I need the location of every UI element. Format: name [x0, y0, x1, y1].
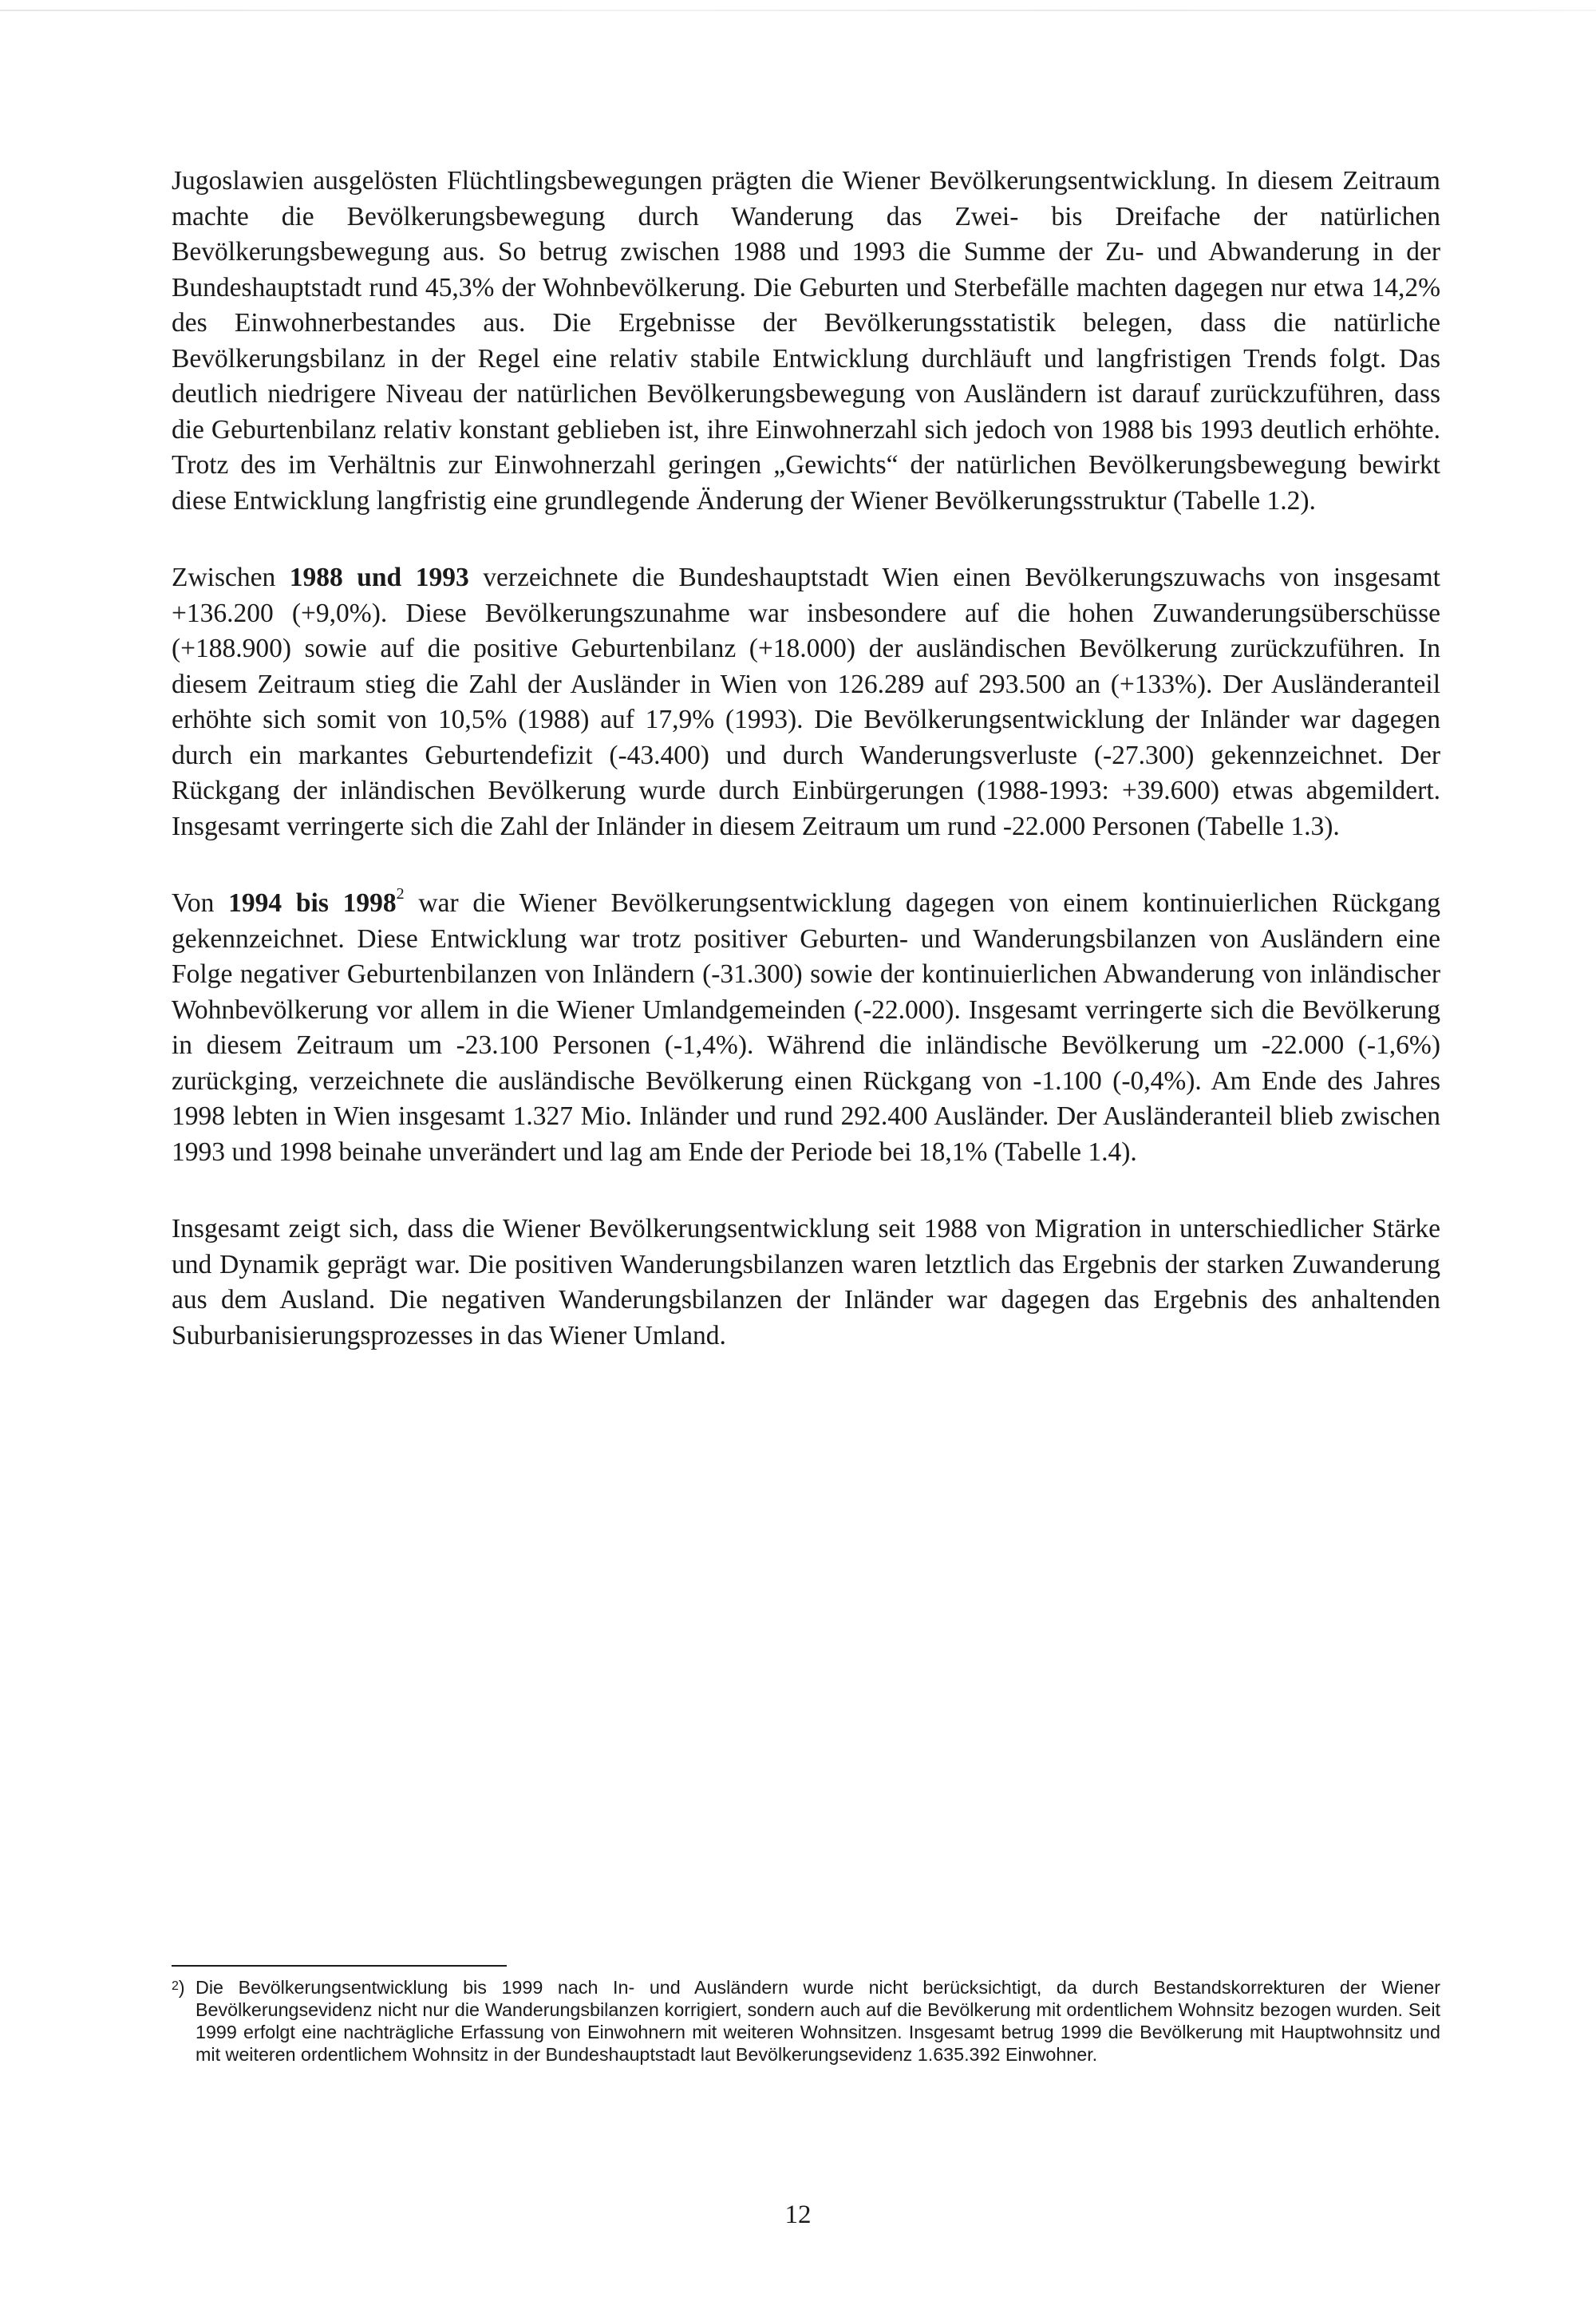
- paragraph-1994-1998: [172, 886, 1440, 1170]
- footnote-marker: [172, 1972, 185, 1998]
- footnote-separator: [172, 1965, 507, 1967]
- footnote-text: Die Bevölkerungsentwicklung bis 1999 nach In- und Ausländern wurde nicht berücksichtigt, da durch Bestandskorrekturen der Wiener Bevölkerungsevidenz nicht nur die Wanderungsbilanzen korrigiert, sondern auch auf die Bevölkerung mit ordentlichem Wohnsitz bezogen wurden. Seit 1999 erfolgt eine nachträgliche Erfassung von Einwohnern mit weiteren Wohnsitzen. Insgesamt betrug 1999 die Bevölkerung mit Hauptwohnsitz und mit weiteren ordentlichem Wohnsitz in der Bundeshauptstadt laut Bevölkerungsevidenz 1.635.392 Einwohner.: [196, 1977, 1440, 2065]
- paragraph-1988-1993: [172, 560, 1440, 844]
- paragraph-text: verzeichnete die Bundeshauptstadt Wien einen Bevölkerungszuwachs von insgesamt +136.200 (+9,0%). Diese Bevölkerungszunahme war insbesondere auf die hohen Zuwanderungsüberschüsse (+188.900) sowie auf die positive Geburtenbilanz (+18.000) der ausländischen Bevölkerung zurückzuführen. In diesem Zeitraum stieg die Zahl der Ausländer in Wien von 126.289 auf 293.500 an (+133%). Der Ausländeranteil erhöhte sich somit von 10,5% (1988) auf 17,9% (1993). Die Bevölkerungsentwicklung der Inländer war dagegen durch ein markantes Geburtendefizit (-43.400) und durch Wanderungsverluste (-27.300) gekennzeichnet. Der Rückgang der inländischen Bevölkerung wurde durch Einbürgerungen (1988-1993: +39.600) etwas abgemildert. Insgesamt verringerte sich die Zahl der Inländer in diesem Zeitraum um rund -22.000 Personen (Tabelle 1.3).: [172, 563, 1440, 841]
- paragraph-flight-migration: [172, 164, 1440, 519]
- period-emphasis: 1994 bis 1998: [228, 888, 397, 918]
- document-body: [172, 164, 1440, 1354]
- paragraph-text: war die Wiener Bevölkerungsentwicklung dagegen von einem kontinuierlichen Rückgang gekennzeichnet. Diese Entwicklung war trotz positiver Geburten- und Wanderungsbilanzen von Ausländern eine Folge negativer Geburtenbilanzen von Inländern (-31.300) sowie der kontinuierlichen Abwanderung von inländischer Wohnbevölkerung vor allem in die Wiener Umlandgemeinden (-22.000). Insgesamt verringerte sich die Bevölkerung in diesem Zeitraum um -23.100 Personen (-1,4%). Während die inländische Bevölkerung um -22.000 (-1,6%) zurückging, verzeichnete die ausländische Bevölkerung einen Rückgang von -1.100 (-0,4%). Am Ende des Jahres 1998 lebten in Wien insgesamt 1.327 Mio. Inländer und rund 292.400 Ausländer. Der Ausländeranteil blieb zwischen 1993 und 1998 beinahe unverändert und lag am Ende der Periode bei 18,1% (Tabelle 1.4).: [172, 888, 1441, 1167]
- footnote: [172, 1976, 1440, 2066]
- paragraph-text: Jugoslawien ausgelösten Flüchtlingsbewegungen prägten die Wiener Bevölkerungsentwicklung. In diesem Zeitraum machte die Bevölkerungsbewegung durch Wanderung das Zwei- bis Dreifache der natürlichen Bevölkerungsbewegung aus. So betrug zwischen 1988 und 1993 die Summe der Zu- und Abwanderung in der Bundeshauptstadt rund 45,3% der Wohnbevölkerung. Die Geburten und Sterbefälle machten dagegen nur etwa 14,2% des Einwohnerbestandes aus. Die Ergebnisse der Bevölkerungsstatistik belegen, dass die natürliche Bevölkerungsbilanz in der Regel eine relativ stabile Entwicklung durchläuft und langfristigen Trends folgt. Das deutlich niedrigere Niveau der natürlichen Bevölkerungsbewegung von Ausländern ist darauf zurückzuführen, dass die Geburtenbilanz relativ konstant geblieben ist, ihre Einwohnerzahl sich jedoch von 1988 bis 1993 deutlich erhöhte. Trotz des im Verhältnis zur Einwohnerzahl geringen „Gewichts“ der natürlichen Bevölkerungsbewegung bewirkt diese Entwicklung langfristig eine grundlegende Änderung der Wiener Bevölkerungsstruktur (Tabelle 1.2).: [172, 166, 1440, 516]
- footnote-marker-number: 2: [172, 1979, 179, 1993]
- paragraph-text: Insgesamt zeigt sich, dass die Wiener Bevölkerungsentwicklung seit 1988 von Migration in unterschiedlicher Stärke und Dynamik geprägt war. Die positiven Wanderungsbilanzen waren letztlich das Ergebnis der starken Zuwanderung aus dem Ausland. Die negativen Wanderungsbilanzen der Inländer war dagegen das Ergebnis des anhaltenden Suburbanisierungsprozesses in das Wiener Umland.: [172, 1214, 1440, 1350]
- footnote-marker-paren: ): [178, 1977, 185, 1998]
- page-number: 12: [784, 2200, 812, 2229]
- paragraph-text: Zwischen: [172, 563, 290, 592]
- paragraph-summary: [172, 1212, 1440, 1354]
- scan-top-edge: [0, 10, 1596, 11]
- paragraph-text: Von: [172, 888, 229, 918]
- footnote-reference[interactable]: 2: [396, 884, 405, 903]
- period-emphasis: 1988 und 1993: [289, 563, 469, 592]
